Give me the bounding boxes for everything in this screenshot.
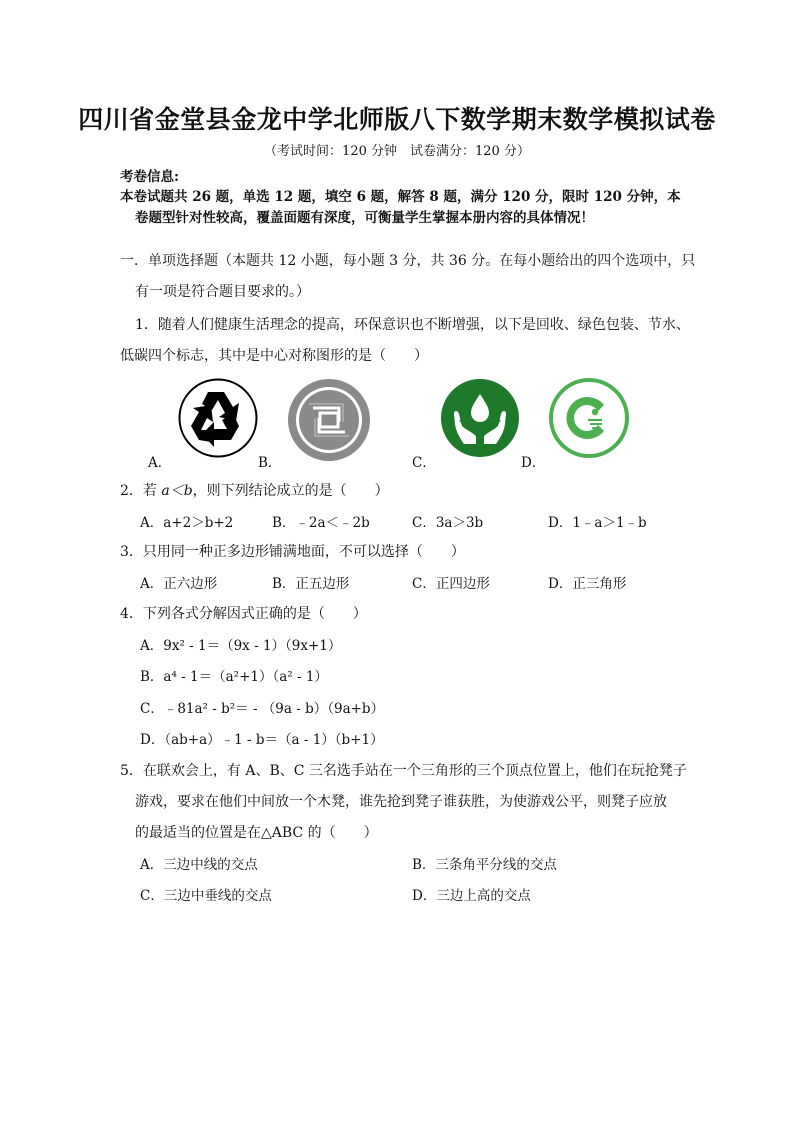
question-4-option-c: C．﹣81a² ‐ b²＝ ‐ （9a ‐ b）（9a+b） bbox=[140, 701, 385, 717]
question-1-option-a-label: A． bbox=[148, 455, 172, 471]
water-saving-icon bbox=[440, 378, 520, 458]
page-subtitle: （考试时间：120 分钟 试卷满分：120 分） bbox=[264, 144, 530, 159]
question-2-stem: 2．若 a＜b，则下列结论成立的是（ ） bbox=[120, 483, 389, 499]
question-5-option-b: B．三条角平分线的交点 bbox=[412, 857, 557, 873]
question-5-line-3: 的最适当的位置是在△ABC 的（ ） bbox=[135, 825, 378, 841]
question-5-option-c: C．三边中垂线的交点 bbox=[140, 888, 272, 904]
question-4-option-a: A．9x² ‐ 1＝（9x ‐ 1）（9x+1） bbox=[140, 638, 342, 654]
page-title: 四川省金堂县金龙中学北师版八下数学期末数学模拟试卷 bbox=[78, 105, 716, 134]
info-heading: 考卷信息: bbox=[120, 169, 179, 185]
question-1-option-b-label: B． bbox=[258, 455, 282, 471]
question-1-line-1: 1．随着人们健康生活理念的提高，环保意识也不断增强，以下是回收、绿色包装、节水、 bbox=[135, 317, 690, 333]
question-3-option-d: D．正三角形 bbox=[548, 576, 627, 592]
question-2-option-d: D．1﹣a＞1﹣b bbox=[548, 515, 647, 531]
question-2-option-c: C．3a＞3b bbox=[412, 515, 484, 531]
question-3-option-a: A．正六边形 bbox=[140, 576, 218, 592]
question-1-option-d-label: D． bbox=[521, 455, 546, 471]
question-5-option-d: D．三边上高的交点 bbox=[412, 888, 531, 904]
question-5-line-2: 游戏，要求在他们中间放一个木凳，谁先抢到凳子谁获胜，为使游戏公平，则凳子应放 bbox=[135, 794, 667, 810]
question-4-option-b: B．a⁴ ‐ 1＝（a²+1）（a² ‐ 1） bbox=[140, 669, 328, 685]
question-4-stem: 4．下列各式分解因式正确的是（ ） bbox=[120, 606, 367, 622]
question-5-option-a: A．三边中线的交点 bbox=[140, 857, 258, 873]
question-1-option-c-label: C． bbox=[412, 455, 436, 471]
low-carbon-icon bbox=[549, 378, 629, 458]
question-3-option-b: B．正五边形 bbox=[272, 576, 350, 592]
section-1-line-1: 一．单项选择题（本题共 12 小题，每小题 3 分，共 36 分。在每小题给出的四个选项中，只 bbox=[120, 253, 696, 269]
question-3-option-c: C．正四边形 bbox=[412, 576, 490, 592]
question-1-line-2: 低碳四个标志，其中是中心对称图形的是（ ） bbox=[120, 348, 428, 364]
question-2-option-a: A．a+2＞b+2 bbox=[140, 515, 234, 531]
green-package-icon bbox=[287, 378, 371, 462]
recycle-icon bbox=[178, 378, 258, 458]
question-4-option-d: D．（ab+a）﹣1 ‐ b＝（a ‐ 1）（b+1） bbox=[140, 732, 384, 748]
info-line-1: 本卷试题共 26 题，单选 12 题，填空 6 题，解答 8 题，满分 120 分，限时 120 分钟，本 bbox=[120, 189, 681, 205]
question-2-option-b: B．﹣2a＜﹣2b bbox=[272, 515, 370, 531]
section-1-line-2: 有一项是符合题目要求的。） bbox=[135, 284, 310, 300]
question-5-line-1: 5．在联欢会上，有 A、B、C 三名选手站在一个三角形的三个顶点位置上，他们在玩抢凳子 bbox=[120, 763, 687, 779]
question-3-stem: 3．只用同一种正多边形铺满地面，不可以选择（ ） bbox=[120, 544, 465, 560]
info-line-2: 卷题型针对性较高，覆盖面题有深度，可衡量学生掌握本册内容的具体情况！ bbox=[135, 210, 594, 226]
